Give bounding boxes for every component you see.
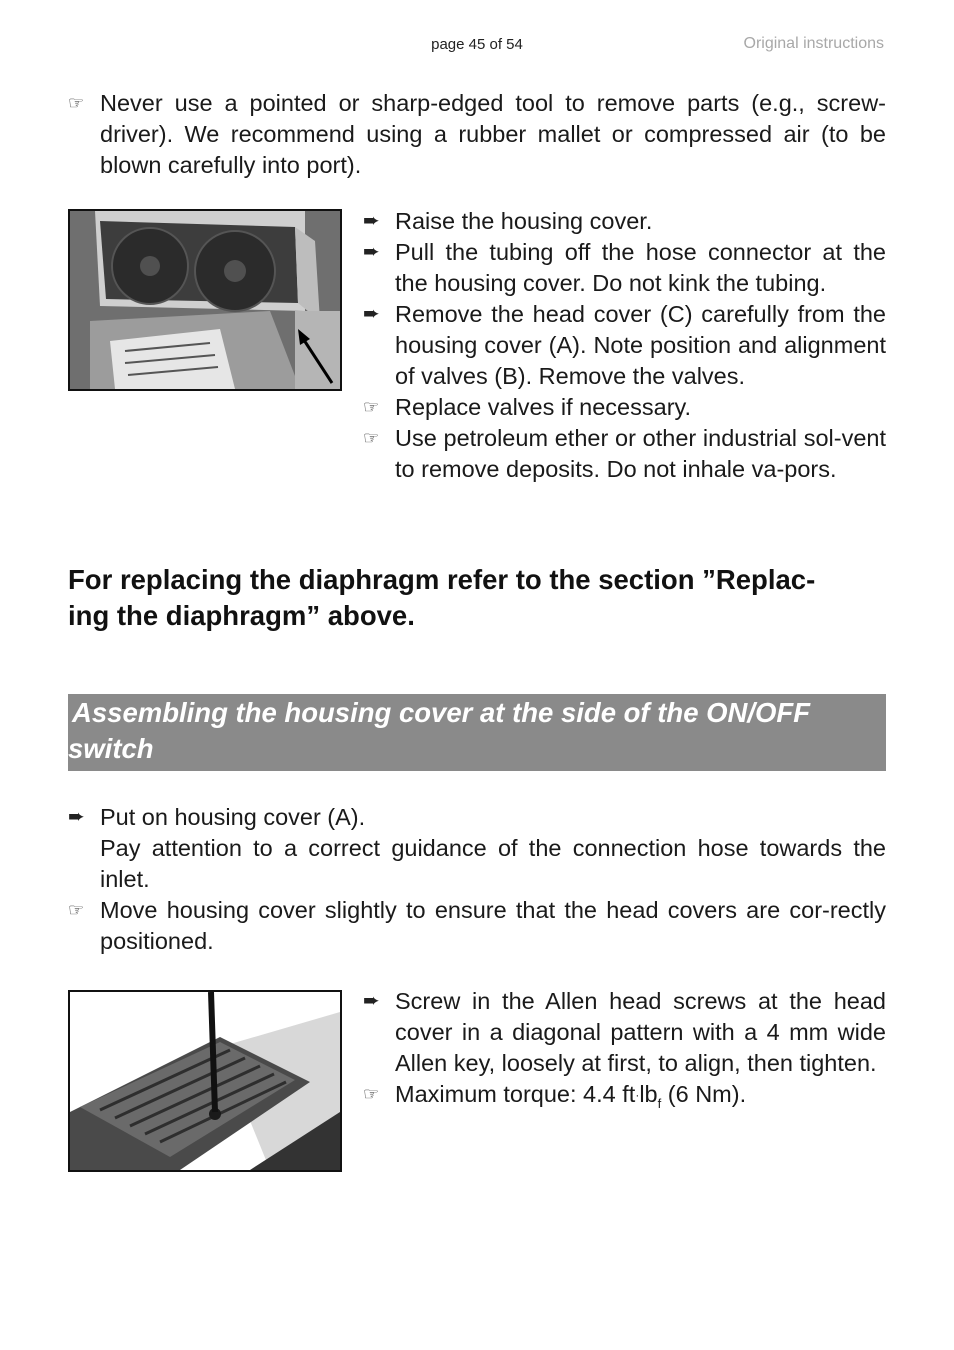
hand-pointer-icon: ☞ [363, 428, 380, 448]
list-item-text: Move housing cover slightly to ensure that the head covers are cor-rectly positioned. [100, 897, 886, 954]
arrow-icon: ➨ [68, 806, 85, 828]
list-item-text: Put on housing cover (A). [100, 804, 366, 830]
hand-pointer-icon: ☞ [363, 397, 380, 417]
section-title-line: Assembling the housing cover at the side of the ON/OFF [72, 697, 811, 728]
step-list-1 [363, 206, 886, 485]
housing-cover-illustration [70, 211, 340, 389]
list-item [363, 299, 886, 392]
step-list-2 [68, 802, 886, 957]
hand-pointer-icon: ☞ [68, 93, 85, 113]
diaphragm-note-heading [68, 562, 888, 634]
list-item [363, 1079, 886, 1119]
heading-line: ing the diaphragm” above. [68, 600, 415, 631]
arrow-icon: ➨ [363, 210, 380, 232]
housing-cover-photo [68, 209, 342, 391]
torque-suffix: (6 Nm). [661, 1081, 747, 1107]
section-title-bar [68, 694, 886, 771]
allen-key-photo [68, 990, 342, 1172]
list-item [68, 88, 886, 181]
allen-key-illustration [70, 992, 340, 1170]
list-item-text: Raise the housing cover. [395, 208, 653, 234]
page-number: page 45 of 54 [431, 36, 523, 53]
intro-list [68, 88, 886, 181]
list-item [68, 895, 886, 957]
list-item-text: Never use a pointed or sharp-edged tool to remove parts (e.g., screw-driver). We recommend using a rubber mallet or compressed air (to be blown carefully into port). [100, 90, 886, 178]
list-item [363, 392, 886, 423]
list-item-text: Pull the tubing off the hose connector at the the housing cover. Do not kink the tubing. [395, 239, 886, 296]
torque-unit: lb [639, 1081, 658, 1107]
heading-line: For replacing the diaphragm refer to the section ”Replac- [68, 564, 816, 595]
list-item-text: Use petroleum ether or other industrial sol-vent to remove deposits. Do not inhale va-pors. [395, 425, 886, 482]
torque-text: Maximum torque: 4.4 ft [395, 1081, 636, 1107]
list-item-text: Replace valves if necessary. [395, 394, 692, 420]
hand-pointer-icon: ☞ [68, 900, 85, 920]
torque-dot: · [635, 1088, 640, 1102]
list-item [68, 802, 886, 895]
list-item-text: Pay attention to a correct guidance of the connection hose towards the inlet. [100, 835, 886, 892]
list-item [363, 986, 886, 1079]
step-list-3 [363, 986, 886, 1119]
list-item [363, 206, 886, 237]
list-item [363, 423, 886, 485]
arrow-icon: ➨ [363, 303, 380, 325]
document-label: Original instructions [743, 35, 884, 52]
arrow-icon: ➨ [363, 241, 380, 263]
list-item [363, 237, 886, 299]
list-item-text: Remove the head cover (C) carefully from the housing cover (A). Note position and alignment of valves (B). Remove the valves. [395, 301, 886, 389]
arrow-icon: ➨ [363, 990, 380, 1012]
hand-pointer-icon: ☞ [363, 1084, 380, 1104]
section-title-line: switch [68, 733, 154, 764]
list-item-text: Screw in the Allen head screws at the head cover in a diagonal pattern with a 4 mm wide Allen key, loosely at first, to align, then tighten. [395, 988, 886, 1076]
torque-subscript: f [657, 1096, 662, 1111]
